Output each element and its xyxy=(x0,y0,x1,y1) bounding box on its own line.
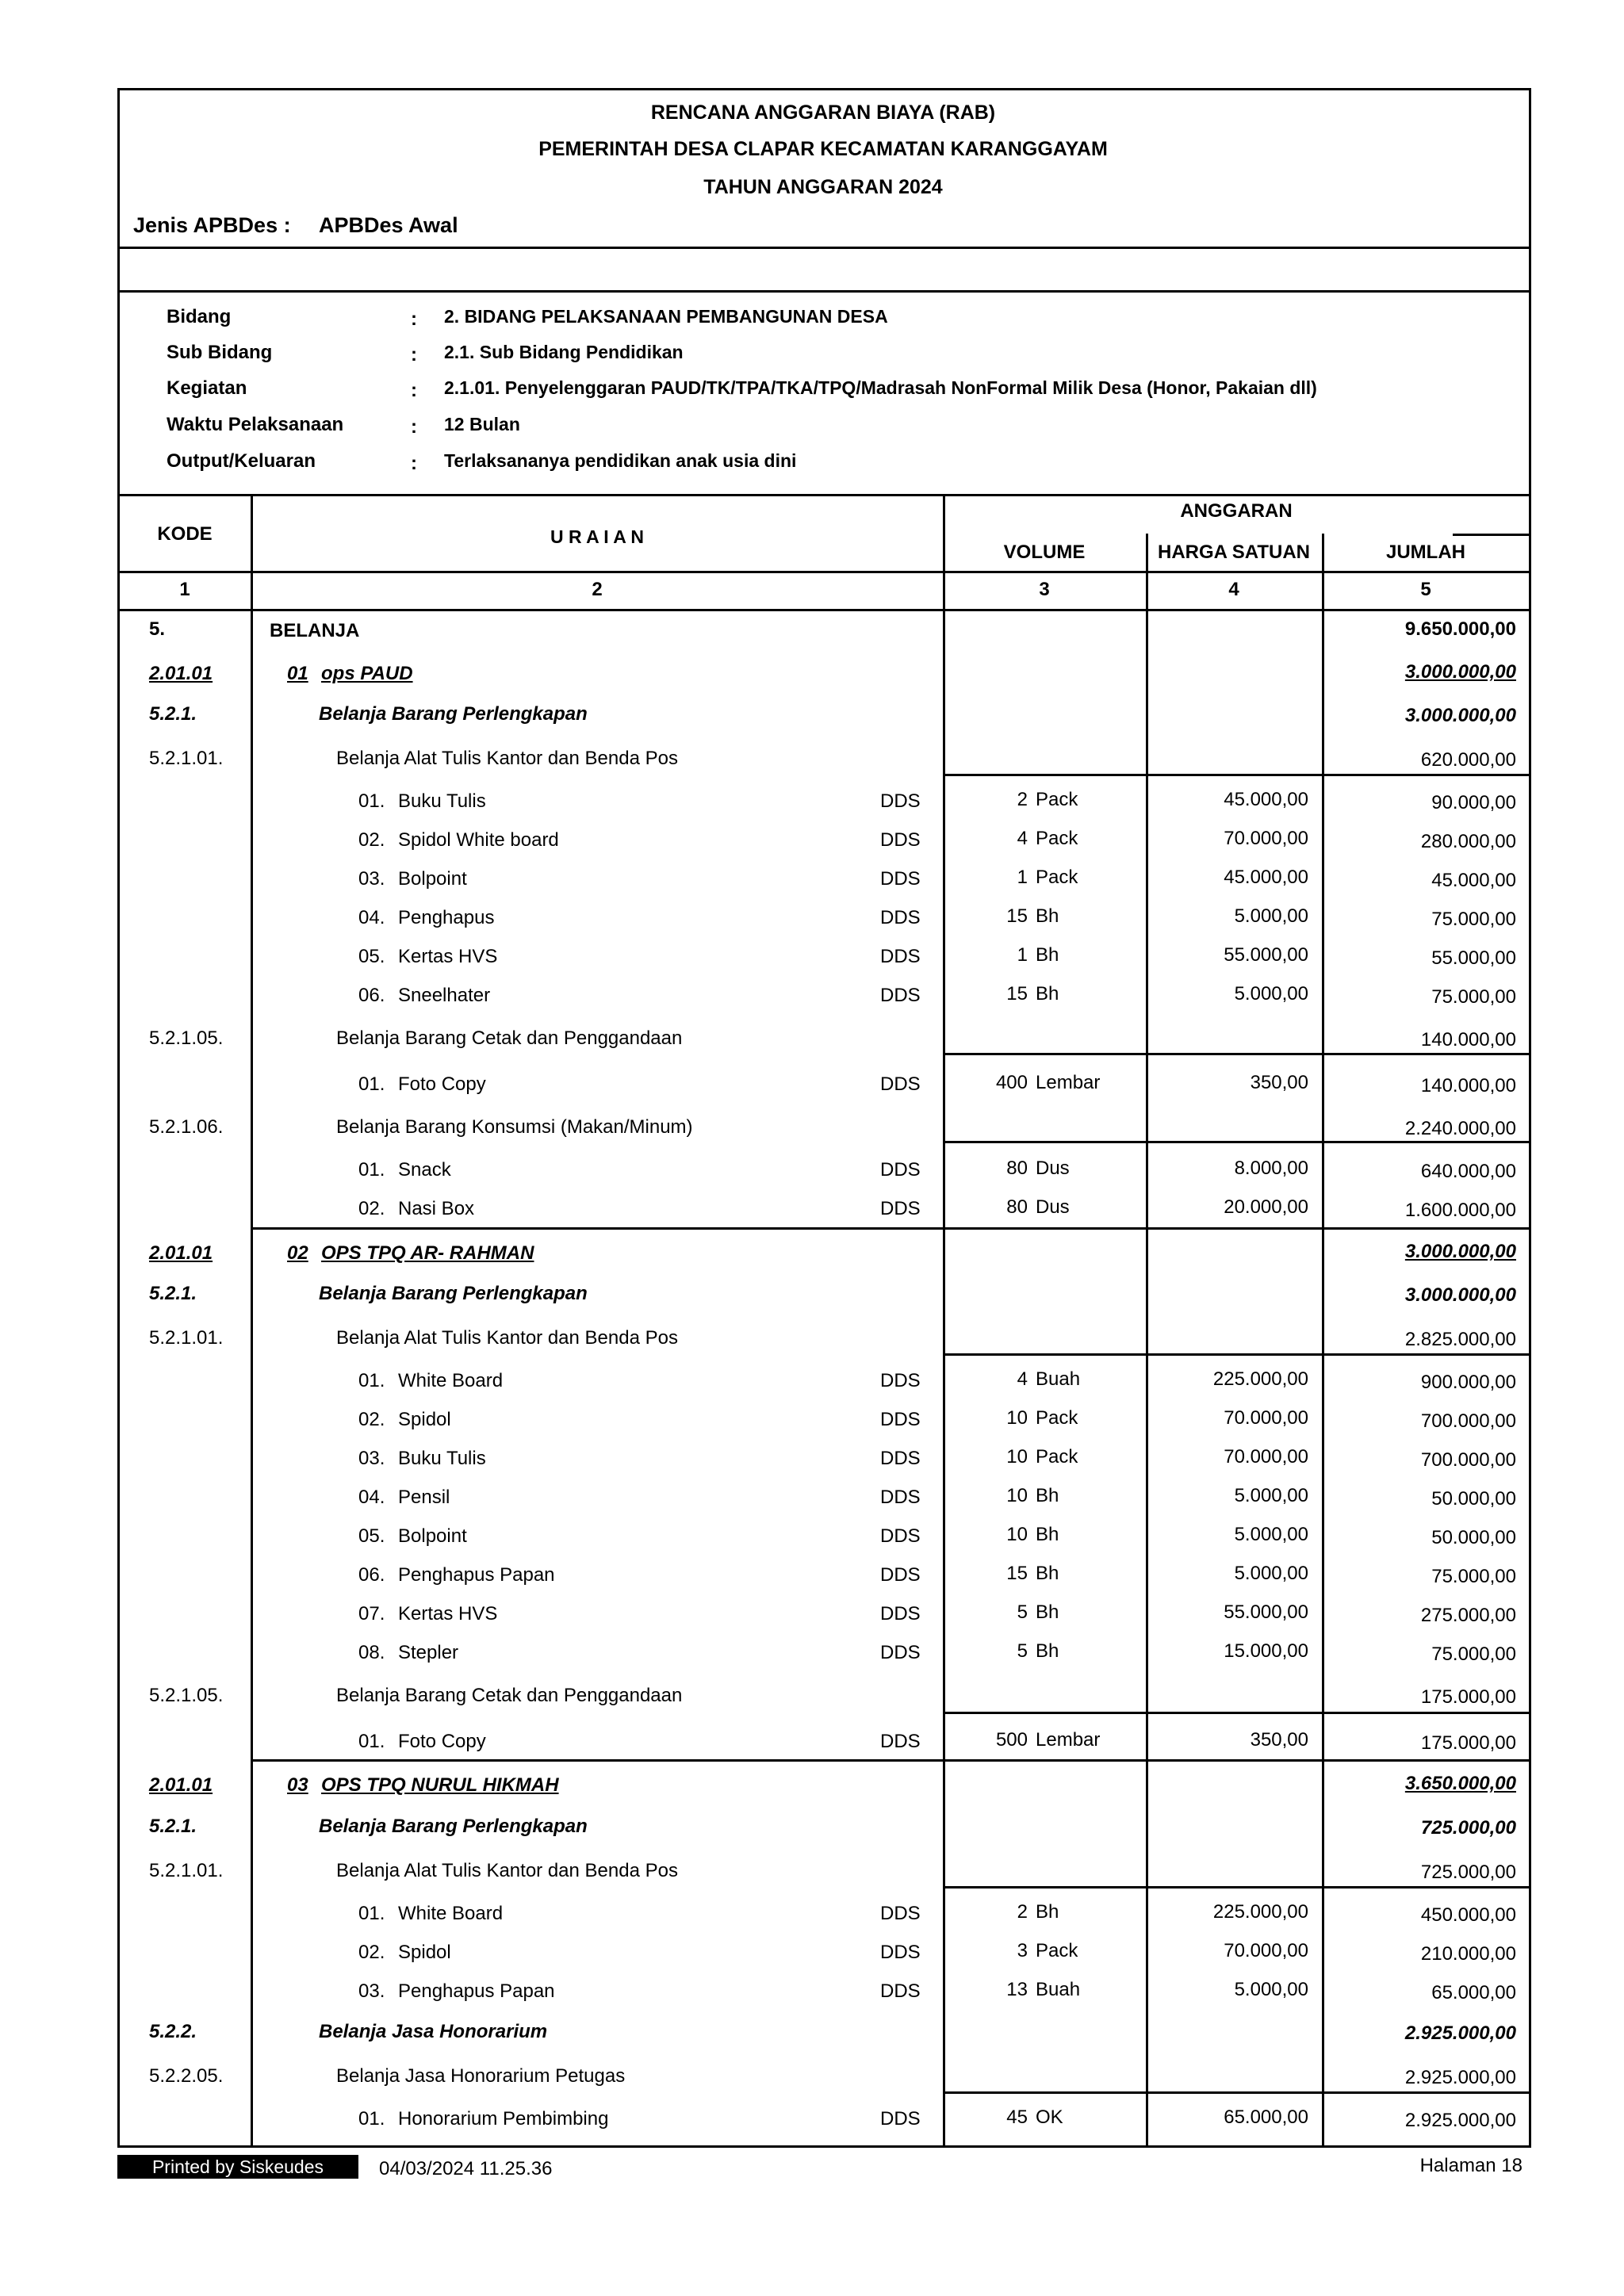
info-label: Sub Bidang xyxy=(167,342,273,363)
item-description: Kertas HVS xyxy=(398,1603,498,1624)
item-source: DDS xyxy=(880,2108,921,2130)
item-unit: Buah xyxy=(1036,1368,1081,1390)
item-description: Bolpoint xyxy=(398,868,467,890)
account-total: 2.240.000,00 xyxy=(1404,1118,1516,1139)
item-unit: Bh xyxy=(1036,1485,1059,1506)
item-total: 75.000,00 xyxy=(1431,909,1516,930)
item-description: Bolpoint xyxy=(398,1525,467,1547)
subgroup-description: Belanja Jasa Honorarium xyxy=(319,2021,548,2042)
item-description: White Board xyxy=(398,1903,504,1924)
info-label: Bidang xyxy=(167,306,232,327)
item-description: Penghapus Papan xyxy=(398,1564,555,1586)
item-unit: Pack xyxy=(1036,1407,1078,1429)
group-description: OPS TPQ NURUL HIKMAH xyxy=(321,1774,559,1796)
info-label: Waktu Pelaksanaan xyxy=(167,414,344,435)
item-number: 08. xyxy=(358,1642,385,1663)
rule-horizontal xyxy=(117,290,1531,293)
group-total: 3.000.000,00 xyxy=(1404,1241,1516,1262)
item-total: 700.000,00 xyxy=(1420,1449,1516,1471)
item-number: 02. xyxy=(358,1942,385,1963)
item-unit-price: 5.000,00 xyxy=(1234,983,1308,1004)
item-unit-price: 70.000,00 xyxy=(1224,1446,1308,1468)
item-unit-price: 350,00 xyxy=(1250,1072,1308,1093)
page-number: Halaman 18 xyxy=(1419,2155,1522,2176)
item-description: Foto Copy xyxy=(398,1731,486,1752)
item-description: Spidol xyxy=(398,1942,451,1963)
item-number: 06. xyxy=(358,1564,385,1586)
item-quantity: 10 xyxy=(1006,1407,1028,1429)
item-quantity: 3 xyxy=(1017,1940,1028,1961)
item-quantity: 4 xyxy=(1017,828,1028,849)
item-unit-price: 15.000,00 xyxy=(1224,1640,1308,1662)
group-number: 02 xyxy=(287,1242,308,1264)
col-header-uraian: U R A I A N xyxy=(550,526,644,547)
rule-horizontal xyxy=(943,1353,1531,1356)
rule-horizontal xyxy=(251,1227,1531,1230)
item-quantity: 2 xyxy=(1017,789,1028,810)
item-unit: Pack xyxy=(1036,1940,1078,1961)
account-code: 5.2.1.05. xyxy=(149,1027,224,1049)
item-quantity: 80 xyxy=(1006,1158,1028,1179)
item-unit-price: 70.000,00 xyxy=(1224,1940,1308,1961)
col-number-1: 1 xyxy=(179,579,190,600)
item-source: DDS xyxy=(880,1487,921,1508)
col-number-3: 3 xyxy=(1039,579,1050,600)
item-source: DDS xyxy=(880,1903,921,1924)
item-source: DDS xyxy=(880,1564,921,1586)
info-value: 2.1.01. Penyelenggaran PAUD/TK/TPA/TKA/TPQ/Madrasah NonFormal Milik Desa (Honor, Pakaian dll) xyxy=(444,377,1317,398)
rule-horizontal xyxy=(117,2145,1531,2148)
doc-subtitle-government: PEMERINTAH DESA CLAPAR KECAMATAN KARANGGAYAM xyxy=(538,138,1108,160)
item-unit-price: 8.000,00 xyxy=(1234,1158,1308,1179)
item-unit: Dus xyxy=(1036,1196,1070,1218)
rule-vertical xyxy=(251,494,253,2147)
print-timestamp: 04/03/2024 11.25.36 xyxy=(379,2158,553,2179)
item-quantity: 1 xyxy=(1017,867,1028,888)
rule-horizontal xyxy=(251,1759,1531,1762)
rule-horizontal xyxy=(117,609,1531,611)
item-total: 280.000,00 xyxy=(1420,831,1516,852)
item-quantity: 5 xyxy=(1017,1640,1028,1662)
rule-horizontal xyxy=(117,494,1531,496)
item-description: Spidol White board xyxy=(398,829,559,851)
item-unit-price: 70.000,00 xyxy=(1224,828,1308,849)
info-label: Kegiatan xyxy=(167,377,247,399)
rule-horizontal xyxy=(943,1712,1531,1714)
subgroup-total: 3.000.000,00 xyxy=(1404,1284,1516,1306)
item-number: 02. xyxy=(358,1409,385,1430)
account-description: Belanja Alat Tulis Kantor dan Benda Pos xyxy=(336,1860,678,1881)
account-code: 5.2.1.06. xyxy=(149,1116,224,1138)
account-code: 5.2.1.05. xyxy=(149,1685,224,1706)
item-description: Pensil xyxy=(398,1487,450,1508)
rule-horizontal xyxy=(117,247,1531,249)
item-quantity: 15 xyxy=(1006,983,1028,1004)
item-source: DDS xyxy=(880,1448,921,1469)
rule-horizontal xyxy=(943,1141,1531,1143)
item-total: 75.000,00 xyxy=(1431,1644,1516,1665)
item-unit: Bh xyxy=(1036,983,1059,1004)
item-unit: Pack xyxy=(1036,789,1078,810)
item-source: DDS xyxy=(880,868,921,890)
item-quantity: 4 xyxy=(1017,1368,1028,1390)
item-source: DDS xyxy=(880,1198,921,1219)
rule-horizontal xyxy=(1453,534,1531,536)
item-unit: Bh xyxy=(1036,1640,1059,1662)
item-total: 900.000,00 xyxy=(1420,1372,1516,1393)
account-code: 5.2.1.01. xyxy=(149,1860,224,1881)
item-quantity: 15 xyxy=(1006,905,1028,927)
item-total: 45.000,00 xyxy=(1431,870,1516,891)
account-total: 2.925.000,00 xyxy=(1404,2067,1516,2088)
subgroup-code: 5.2.1. xyxy=(149,703,197,725)
item-number: 01. xyxy=(358,2108,385,2130)
item-quantity: 15 xyxy=(1006,1563,1028,1584)
item-total: 275.000,00 xyxy=(1420,1605,1516,1626)
item-total: 175.000,00 xyxy=(1420,1732,1516,1754)
subgroup-total: 3.000.000,00 xyxy=(1404,705,1516,726)
account-total: 2.825.000,00 xyxy=(1404,1329,1516,1350)
account-description: Belanja Jasa Honorarium Petugas xyxy=(336,2065,626,2087)
item-number: 01. xyxy=(358,1159,385,1181)
item-source: DDS xyxy=(880,1642,921,1663)
item-total: 450.000,00 xyxy=(1420,1904,1516,1926)
item-total: 700.000,00 xyxy=(1420,1410,1516,1432)
item-source: DDS xyxy=(880,1073,921,1095)
item-source: DDS xyxy=(880,1731,921,1752)
info-separator: : xyxy=(411,453,417,474)
rule-horizontal xyxy=(943,1053,1531,1055)
item-unit-price: 70.000,00 xyxy=(1224,1407,1308,1429)
item-quantity: 400 xyxy=(995,1072,1028,1093)
item-description: Foto Copy xyxy=(398,1073,486,1095)
item-unit: Lembar xyxy=(1036,1072,1101,1093)
item-unit-price: 5.000,00 xyxy=(1234,1563,1308,1584)
item-total: 75.000,00 xyxy=(1431,1566,1516,1587)
item-quantity: 5 xyxy=(1017,1601,1028,1623)
group-code: 2.01.01 xyxy=(149,1774,213,1796)
subgroup-code: 5.2.2. xyxy=(149,2021,197,2042)
info-value: 2. BIDANG PELAKSANAAN PEMBANGUNAN DESA xyxy=(444,306,888,327)
item-unit: Buah xyxy=(1036,1979,1081,2000)
group-total: 3.650.000,00 xyxy=(1404,1773,1516,1794)
doc-title: RENCANA ANGGARAN BIAYA (RAB) xyxy=(650,101,996,124)
item-unit-price: 5.000,00 xyxy=(1234,1485,1308,1506)
item-description: Snack xyxy=(398,1159,451,1181)
item-unit-price: 225.000,00 xyxy=(1212,1368,1308,1390)
account-description: Belanja Barang Cetak dan Penggandaan xyxy=(336,1027,683,1049)
jenis-apbdes-value: APBDes Awal xyxy=(319,213,458,237)
item-unit: Bh xyxy=(1036,944,1059,966)
subgroup-description: Belanja Barang Perlengkapan xyxy=(319,703,588,725)
item-unit: Bh xyxy=(1036,905,1059,927)
item-unit: Lembar xyxy=(1036,1729,1101,1751)
subgroup-description: Belanja Barang Perlengkapan xyxy=(319,1283,588,1304)
item-unit: Pack xyxy=(1036,1446,1078,1468)
group-number: 01 xyxy=(287,663,308,684)
item-unit: Pack xyxy=(1036,828,1078,849)
item-description: Penghapus xyxy=(398,907,495,928)
item-source: DDS xyxy=(880,1603,921,1624)
col-header-volume: VOLUME xyxy=(1003,541,1086,563)
rule-horizontal xyxy=(117,88,1531,90)
item-description: Buku Tulis xyxy=(398,1448,486,1469)
account-code: 5.2.2.05. xyxy=(149,2065,224,2087)
col-header-jumlah: JUMLAH xyxy=(1386,541,1465,563)
group-code: 2.01.01 xyxy=(149,663,213,684)
doc-subtitle-year: TAHUN ANGGARAN 2024 xyxy=(703,176,943,198)
info-label: Output/Keluaran xyxy=(167,450,316,472)
item-quantity: 1 xyxy=(1017,944,1028,966)
item-source: DDS xyxy=(880,1980,921,2002)
col-header-harga-satuan: HARGA SATUAN xyxy=(1158,541,1310,563)
item-description: Penghapus Papan xyxy=(398,1980,555,2002)
item-unit: Bh xyxy=(1036,1563,1059,1584)
item-quantity: 10 xyxy=(1006,1446,1028,1468)
item-description: Sneelhater xyxy=(398,985,491,1006)
account-description: Belanja Alat Tulis Kantor dan Benda Pos xyxy=(336,748,678,769)
item-unit-price: 55.000,00 xyxy=(1224,944,1308,966)
account-description: Belanja Barang Konsumsi (Makan/Minum) xyxy=(336,1116,693,1138)
subgroup-total: 725.000,00 xyxy=(1420,1817,1516,1839)
item-source: DDS xyxy=(880,790,921,812)
item-number: 02. xyxy=(358,1198,385,1219)
col-number-2: 2 xyxy=(592,579,603,600)
jenis-apbdes-label: Jenis APBDes : xyxy=(133,213,291,237)
item-number: 04. xyxy=(358,907,385,928)
subgroup-code: 5.2.1. xyxy=(149,1816,197,1837)
item-total: 65.000,00 xyxy=(1431,1982,1516,2003)
account-description: Belanja Barang Cetak dan Penggandaan xyxy=(336,1685,683,1706)
item-unit: OK xyxy=(1036,2107,1063,2128)
item-total: 140.000,00 xyxy=(1420,1075,1516,1096)
group-code: 2.01.01 xyxy=(149,1242,213,1264)
item-quantity: 13 xyxy=(1006,1979,1028,2000)
item-source: DDS xyxy=(880,1370,921,1391)
item-unit-price: 20.000,00 xyxy=(1224,1196,1308,1218)
item-total: 55.000,00 xyxy=(1431,947,1516,969)
item-unit-price: 350,00 xyxy=(1250,1729,1308,1751)
item-number: 04. xyxy=(358,1487,385,1508)
account-total: 725.000,00 xyxy=(1420,1862,1516,1883)
item-source: DDS xyxy=(880,829,921,851)
rule-vertical xyxy=(1529,88,1531,2147)
item-quantity: 10 xyxy=(1006,1524,1028,1545)
item-description: Nasi Box xyxy=(398,1198,475,1219)
item-description: Buku Tulis xyxy=(398,790,486,812)
row-total: 9.650.000,00 xyxy=(1404,618,1516,640)
item-total: 50.000,00 xyxy=(1431,1488,1516,1510)
account-total: 620.000,00 xyxy=(1420,749,1516,771)
rule-vertical xyxy=(117,88,120,2147)
item-unit-price: 5.000,00 xyxy=(1234,1524,1308,1545)
item-unit-price: 65.000,00 xyxy=(1224,2107,1308,2128)
subgroup-code: 5.2.1. xyxy=(149,1283,197,1304)
col-number-4: 4 xyxy=(1228,579,1239,600)
item-description: Honorarium Pembimbing xyxy=(398,2108,609,2130)
item-description: White Board xyxy=(398,1370,504,1391)
item-number: 01. xyxy=(358,1731,385,1752)
item-total: 1.600.000,00 xyxy=(1404,1200,1516,1221)
item-number: 01. xyxy=(358,1370,385,1391)
item-source: DDS xyxy=(880,985,921,1006)
item-unit: Pack xyxy=(1036,867,1078,888)
item-unit-price: 5.000,00 xyxy=(1234,1979,1308,2000)
info-separator: : xyxy=(411,416,417,438)
info-separator: : xyxy=(411,344,417,365)
rule-horizontal xyxy=(943,1886,1531,1888)
item-total: 50.000,00 xyxy=(1431,1527,1516,1548)
account-code: 5.2.1.01. xyxy=(149,748,224,769)
item-source: DDS xyxy=(880,946,921,967)
item-number: 01. xyxy=(358,1073,385,1095)
rule-horizontal xyxy=(943,2091,1531,2094)
rule-horizontal xyxy=(943,774,1531,776)
item-source: DDS xyxy=(880,1409,921,1430)
item-number: 03. xyxy=(358,868,385,890)
item-unit: Bh xyxy=(1036,1601,1059,1623)
item-unit-price: 55.000,00 xyxy=(1224,1601,1308,1623)
item-quantity: 45 xyxy=(1006,2107,1028,2128)
col-header-anggaran: ANGGARAN xyxy=(1180,500,1293,522)
item-number: 03. xyxy=(358,1448,385,1469)
item-quantity: 500 xyxy=(995,1729,1028,1751)
item-number: 05. xyxy=(358,946,385,967)
group-description: ops PAUD xyxy=(321,663,413,684)
item-unit: Bh xyxy=(1036,1901,1059,1923)
item-quantity: 80 xyxy=(1006,1196,1028,1218)
item-total: 210.000,00 xyxy=(1420,1943,1516,1965)
subgroup-description: Belanja Barang Perlengkapan xyxy=(319,1816,588,1837)
item-number: 06. xyxy=(358,985,385,1006)
item-total: 2.925.000,00 xyxy=(1404,2110,1516,2131)
row-description: BELANJA xyxy=(270,620,360,641)
printed-by-badge: Printed by Siskeudes xyxy=(117,2155,358,2179)
item-number: 07. xyxy=(358,1603,385,1624)
item-unit-price: 45.000,00 xyxy=(1224,867,1308,888)
item-source: DDS xyxy=(880,1159,921,1181)
info-separator: : xyxy=(411,308,417,330)
info-separator: : xyxy=(411,380,417,401)
item-description: Spidol xyxy=(398,1409,451,1430)
item-total: 90.000,00 xyxy=(1431,792,1516,813)
group-description: OPS TPQ AR- RAHMAN xyxy=(321,1242,534,1264)
account-total: 140.000,00 xyxy=(1420,1029,1516,1050)
group-total: 3.000.000,00 xyxy=(1404,661,1516,683)
item-source: DDS xyxy=(880,1525,921,1547)
col-number-5: 5 xyxy=(1420,579,1431,600)
item-unit-price: 45.000,00 xyxy=(1224,789,1308,810)
item-unit: Bh xyxy=(1036,1524,1059,1545)
account-description: Belanja Alat Tulis Kantor dan Benda Pos xyxy=(336,1327,678,1349)
item-source: DDS xyxy=(880,1942,921,1963)
row-code: 5. xyxy=(149,618,166,640)
item-total: 75.000,00 xyxy=(1431,986,1516,1008)
item-unit-price: 5.000,00 xyxy=(1234,905,1308,927)
account-code: 5.2.1.01. xyxy=(149,1327,224,1349)
item-total: 640.000,00 xyxy=(1420,1161,1516,1182)
rule-vertical xyxy=(943,494,945,2147)
subgroup-total: 2.925.000,00 xyxy=(1404,2022,1516,2044)
col-header-kode: KODE xyxy=(157,523,213,545)
item-unit: Dus xyxy=(1036,1158,1070,1179)
rule-horizontal xyxy=(117,571,1531,573)
item-source: DDS xyxy=(880,907,921,928)
item-description: Kertas HVS xyxy=(398,946,498,967)
item-number: 01. xyxy=(358,1903,385,1924)
item-number: 02. xyxy=(358,829,385,851)
account-total: 175.000,00 xyxy=(1420,1686,1516,1708)
item-unit-price: 225.000,00 xyxy=(1212,1901,1308,1923)
item-number: 05. xyxy=(358,1525,385,1547)
info-value: 2.1. Sub Bidang Pendidikan xyxy=(444,342,684,362)
group-number: 03 xyxy=(287,1774,308,1796)
item-quantity: 10 xyxy=(1006,1485,1028,1506)
info-value: 12 Bulan xyxy=(444,414,520,434)
item-quantity: 2 xyxy=(1017,1901,1028,1923)
item-number: 03. xyxy=(358,1980,385,2002)
item-number: 01. xyxy=(358,790,385,812)
item-description: Stepler xyxy=(398,1642,459,1663)
info-value: Terlaksananya pendidikan anak usia dini xyxy=(444,450,797,471)
